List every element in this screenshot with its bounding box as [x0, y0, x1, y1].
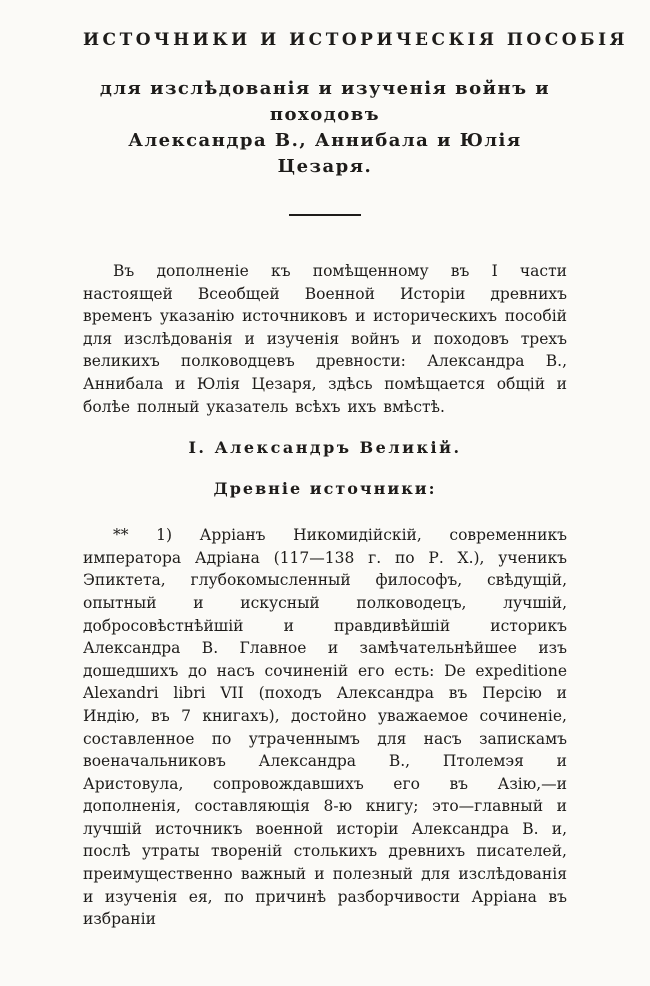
- section-heading: І. Александръ Великій.: [188, 438, 462, 458]
- body-paragraph: ** 1) Арріанъ Никомидійскій, современникъ императора Адріана (117—138 г. по Р. Х.), ученикъ Эпиктета, глубокомысленный философъ, свѣдущій, опытный и искусный полководецъ, лучшій, добросовѣстнѣйшій и правдивѣйшій историкъ Александра В. Главное и замѣчательнѣйшее изъ дошедшихъ до насъ сочиненій его есть: De expeditione Alexandri libri VII (походъ Александра въ Персію и Индію, въ 7 книгахъ), достойно уважаемое сочиненіе, составленное по утраченнымъ для насъ запискамъ военачальниковъ Александра В., Птолемэя и Аристовула, сопровождавшихъ его въ Азію,—и дополненія, составляющія 8-ю книгу; это—главный и лучшій источникъ военной исторіи Александра В. и, послѣ утраты твореній столькихъ древнихъ писателей, преимущественно важный и полезный для изслѣдованія и изученія ея, по причинѣ разборчивости Арріана въ избраніи: [83, 526, 567, 929]
- page-subtitle: [83, 76, 567, 180]
- divider-rule: [289, 214, 361, 216]
- page-title: ИСТОЧНИКИ И ИСТОРИЧЕСКІЯ ПОСОБІЯ: [83, 30, 629, 50]
- intro-paragraph: Въ дополненіе къ помѣщенному въ I части настоящей Всеобщей Военной Исторіи древнихъ временъ указанію источниковъ и историческихъ пособій для изслѣдованія и изученія войнъ и походовъ трехъ великихъ полководцевъ древности: Александра В., Аннибала и Юлія Цезаря, здѣсь помѣщается общій и болѣе полный указатель всѣхъ ихъ вмѣстѣ.: [83, 262, 567, 416]
- subtitle-line-2: Александра В., Аннибала и Юлія Цезаря.: [128, 130, 522, 177]
- subtitle-line-1: для изслѣдованія и изученія войнъ и походовъ: [99, 78, 551, 125]
- text-block: [83, 0, 629, 931]
- subsection-heading: Древніе источники:: [213, 479, 437, 499]
